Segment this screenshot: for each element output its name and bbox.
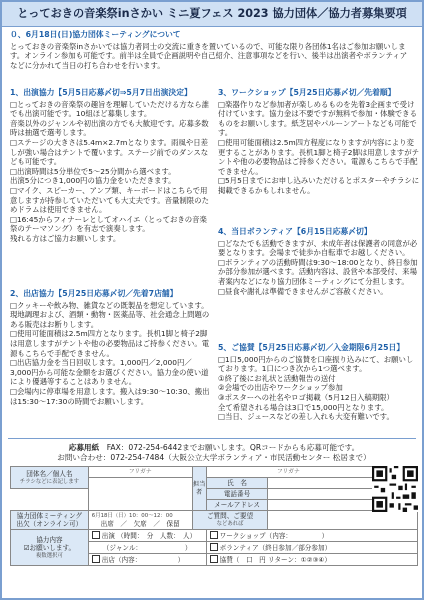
group-name-spacer	[11, 489, 89, 511]
workshop-heading: 3、ワークショップ【5月25日応募〆切／先着順】	[218, 88, 396, 97]
perform-option[interactable]: 出演 （時間： 分 人数： 人）	[88, 530, 206, 542]
performance-section	[10, 88, 212, 244]
meeting-attendance-field[interactable]: 6月18日（日）10：00～12：00 出席 ／ 欠席 ／ 保留	[88, 511, 192, 530]
group-name-field[interactable]	[88, 478, 192, 511]
cooperation-label: 協力内容 ☑お願いします。 複数選択可	[11, 530, 89, 566]
sponsor-checkbox[interactable]	[210, 555, 218, 563]
workshop-body: □楽器作りなど参加者が楽しめるものを先着3企画まで受け付けています。協力金は不要ですが無料で参加・体験できるものをお願いします。紙芝居やパルーンアートなども可能です。 □使用可能面積は2.5m四方程度になりますが内容により変更することがあります。長机1脚と椅子2脚は用意しますがテントや他の必要物品はご持参ください。電源もこちらで手配できません。 □5月5日までにお申し込みいただけるとポスターやチラシに掲載できるかもしれません。	[218, 99, 420, 195]
perform-genre-field[interactable]: （ジャンル： ）	[88, 542, 206, 554]
inquiry-line: お問い合わせ：072-254-7484（大阪公立大学ボランティア・市民活動センター 松居まで）	[57, 453, 371, 462]
tel-label: 電話番号	[206, 489, 268, 500]
shop-body: □クッキーや飲み物、雑貨などの既製品を想定しています。現地調理および、酒類・動物・医薬品等、社会通念上問題のある販売はお断りします。 □使用可能面積は2.5m四方となります。長机1脚と椅子2脚は用意しますがテントや他の必要物品はご持参ください。電源もこちらで手配できません。 □出店協力金を当日回収します。1,000円／2,000円／3,000円から可能な金額をお選びください。協力金の使い道により優遇等することはありません。 □会場内に停車場を用意します。搬入は9:30～10:30、搬出は15:30～17:30の時間でお願いします。	[10, 300, 210, 406]
workshop-checkbox[interactable]	[210, 531, 218, 539]
tanto-furigana-field[interactable]: フリガナ	[206, 467, 417, 478]
group-furigana-field[interactable]: フリガナ	[88, 467, 192, 478]
shop-section	[10, 289, 212, 406]
sponsor-section	[218, 343, 420, 422]
meeting-heading: ０、6月18日(日)協力団体ミーティングについて	[10, 30, 181, 39]
mail-label: メールアドレス	[206, 500, 268, 511]
question-field[interactable]	[268, 511, 418, 530]
page-title: とっておきの音楽祭inさかい ミニ夏フェス 2023 協力団体／協力者募集要項	[2, 2, 422, 27]
performance-heading: 1、出演協力【5月5日応募〆切⇒5月7日出演決定】	[10, 88, 192, 97]
volunteer-option[interactable]: ボランティア（終日参加／部分参加）	[206, 542, 417, 554]
qr-code-icon[interactable]	[372, 466, 418, 512]
performance-body: □とっておきの音楽祭の趣旨を理解していただける方なら誰でも出演可能です。10組ほど募集します。 音楽以外のジャンルや初出演の方でも大歓迎です。応募多数時は抽選で選考します。 □ステージの大きさは5.4m×2.7mとなります。雨風や日差しが強い場合はテントで覆います。ステージ前でのダンスなども可能です。 □出演時間は5分単位で5～25分間から選べます。 出演5分につき1,000円の協力金をいただきます。 □マイク、スピーカー、アンプ類、キーボードはこちらで用意しますが持参していただいても大丈夫です。音量制限のためドラムは使用できません。 □16:45からフィナーレとしてオハイエ（とっておきの音楽祭のテーマソング）を有志で演奏します。 残れる方はご協力お願いします。	[10, 99, 209, 243]
shop-option[interactable]: 出店（内容： ）	[88, 554, 206, 566]
volunteer-body: □どなたでも活動できますが、未成年者は保護者の同意が必要となります。会場まで徒歩か自転車でお越しください。 □ボランティアの活動時間は9:30～18:00となり、終日参加か部分参加が選べます。活動内容は、設営や本部受付、来場者案内などになり協力団体ミーティングにて分担します。 □昼食や謝礼は準備できませんがご容赦ください。	[218, 238, 418, 296]
volunteer-section	[218, 227, 420, 296]
volunteer-heading: 4、当日ボランティア【6月15日応募〆切】	[218, 227, 372, 236]
group-name-label: 団体名／個人名 チラシなどに表記します	[11, 467, 89, 489]
application-form	[10, 466, 418, 566]
meeting-attendance-label: 協力団体ミーティング出欠（オンライン可）	[11, 511, 89, 530]
application-form-label: 応募用紙	[68, 443, 100, 452]
shop-checkbox[interactable]	[92, 555, 100, 563]
meeting-section	[10, 30, 414, 70]
sponsor-heading: 5、ご協賛【5月25日応募〆切／入金期限6月25日】	[218, 343, 405, 352]
tanto-label: 担当者	[192, 467, 206, 511]
name-label: 氏 名	[206, 478, 268, 489]
perform-checkbox[interactable]	[92, 531, 100, 539]
meeting-body: とっておきの音楽祭inさかいでは協力者同士の交流に重きを置いているので、可能な限り各団体1名はご参加お願いします。オンライン参加も可能です。前半は全員で企画説明や自己紹介、注意事項などを行い、後半は出演者やボランティアなどに分かれて当日の打ち合わせを行います。	[10, 41, 408, 70]
workshop-section	[218, 88, 420, 196]
sponsor-body: □1口5,000円からのご協賛を口座振り込みにて、お願いしております。1口につき次から1つ選べます。 ①終了後にお礼状と活動報告の送付 ②会場での出店やワークショップ参加 ③ポスターへの社名やロゴ掲載（5月12日入稿期限） 全て希望される場合は3口で15,000円となります。 □当日、ジュースなどの差し入れも大変有難いです。	[218, 354, 414, 422]
contact-block	[2, 443, 424, 463]
workshop-option[interactable]: ワークショップ（内容： ）	[206, 530, 417, 542]
divider	[8, 438, 416, 439]
fax-line: FAX：072-254-6442までお願いします。QRコードからも応募可能です。	[106, 443, 360, 452]
sponsor-option[interactable]: 協賛（ 口 円 リターン：①②③④）	[206, 554, 417, 566]
question-label: ご質問、ご要望 などあれば	[192, 511, 268, 530]
shop-heading: 2、出店協力【5月25日応募〆切／先着7店舗】	[10, 289, 178, 298]
volunteer-checkbox[interactable]	[210, 543, 218, 551]
